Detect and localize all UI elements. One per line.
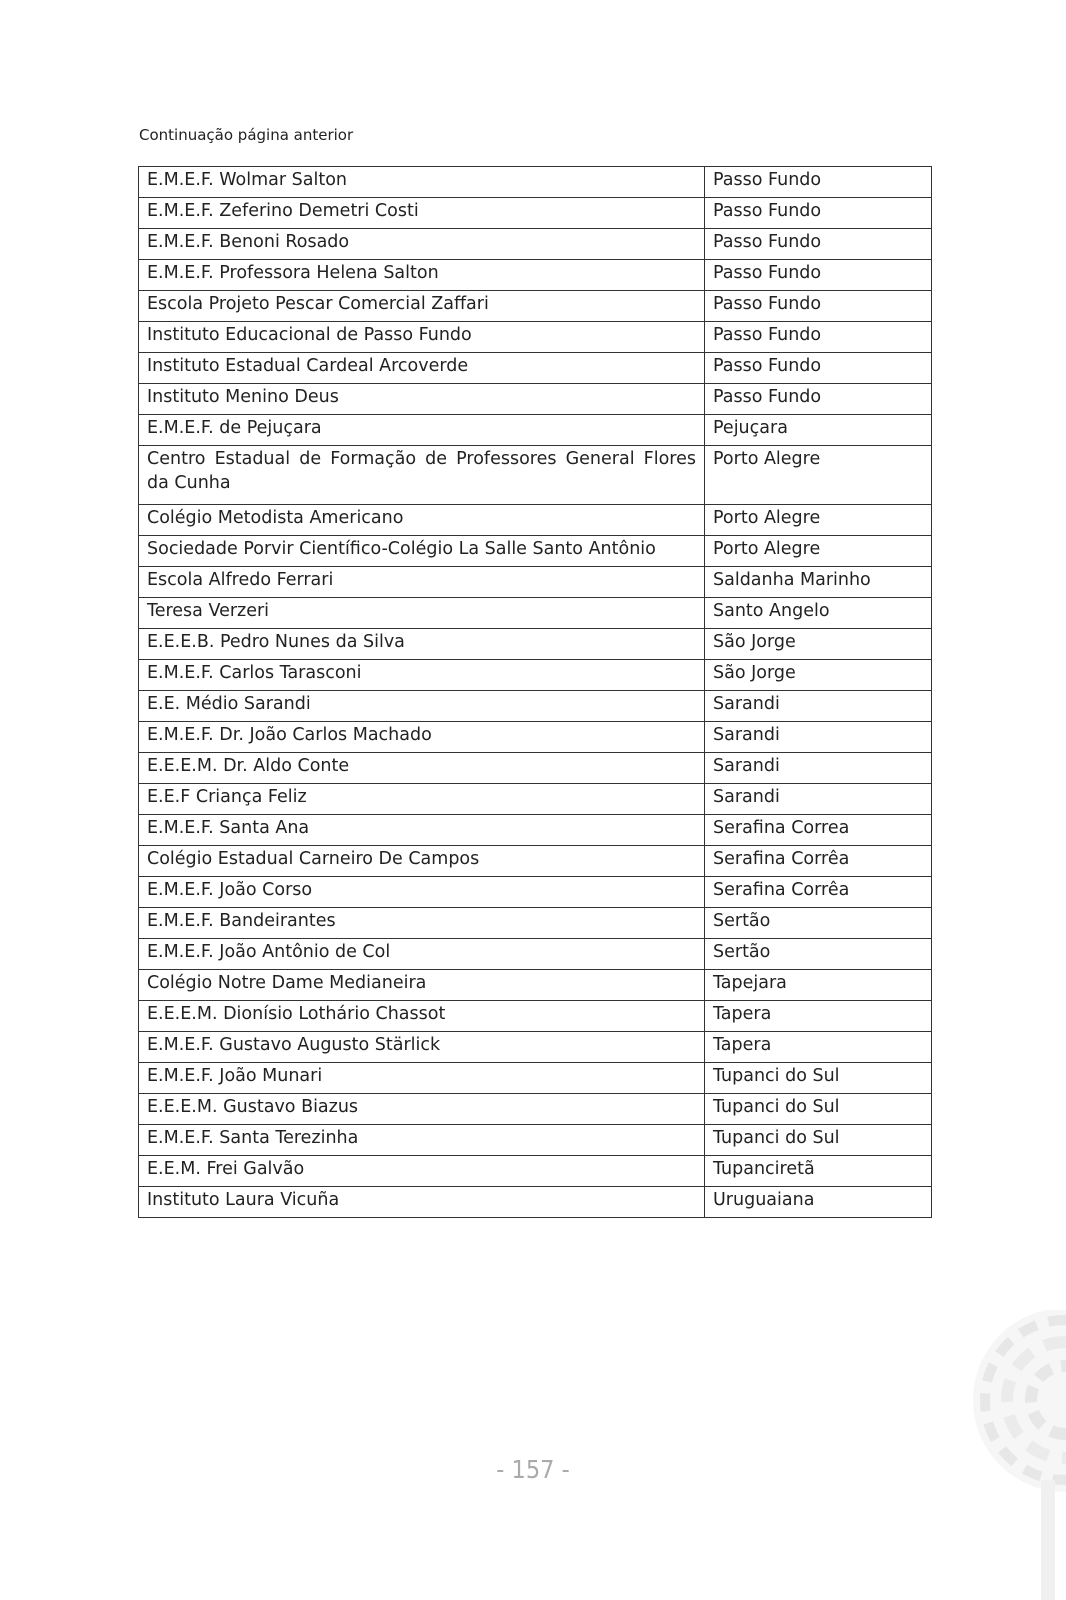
continuation-caption: Continuação página anterior [139, 126, 354, 144]
school-name-cell: Escola Alfredo Ferrari [139, 567, 705, 598]
city-cell: Passo Fundo [705, 260, 932, 291]
table-row [139, 415, 932, 446]
school-name-cell: E.M.E.F. Benoni Rosado [139, 229, 705, 260]
table-row [139, 1094, 932, 1125]
city-cell: Tupanci do Sul [705, 1094, 932, 1125]
table-row [139, 167, 932, 198]
city-cell: Tapejara [705, 970, 932, 1001]
table-row [139, 198, 932, 229]
table-row [139, 446, 932, 505]
school-name-cell: Sociedade Porvir Científico-Colégio La Salle Santo Antônio [139, 536, 705, 567]
school-name-cell: E.E.E.M. Dr. Aldo Conte [139, 753, 705, 784]
school-name-cell: Instituto Estadual Cardeal Arcoverde [139, 353, 705, 384]
city-cell: Passo Fundo [705, 229, 932, 260]
school-name-cell: E.M.E.F. Professora Helena Salton [139, 260, 705, 291]
table-row [139, 1125, 932, 1156]
table-row [139, 1063, 932, 1094]
school-name-cell: Centro Estadual de Formação de Professores General Flores da Cunha [139, 446, 705, 505]
table-row [139, 1156, 932, 1187]
school-name-cell: Teresa Verzeri [139, 598, 705, 629]
table-row [139, 353, 932, 384]
city-cell: Passo Fundo [705, 167, 932, 198]
city-cell: Sertão [705, 939, 932, 970]
lollipop-graphic [955, 1310, 1066, 1600]
city-cell: Pejuçara [705, 415, 932, 446]
table-row [139, 1032, 932, 1063]
city-cell: Porto Alegre [705, 446, 932, 505]
school-name-cell: E.M.E.F. João Antônio de Col [139, 939, 705, 970]
city-cell: São Jorge [705, 660, 932, 691]
school-name-cell: E.M.E.F. Gustavo Augusto Stärlick [139, 1032, 705, 1063]
schools-table-body [139, 167, 932, 1218]
city-cell: Passo Fundo [705, 322, 932, 353]
school-name-cell: E.M.E.F. Bandeirantes [139, 908, 705, 939]
city-cell: Serafina Corrêa [705, 846, 932, 877]
city-cell: Sarandi [705, 691, 932, 722]
city-cell: Porto Alegre [705, 505, 932, 536]
school-name-cell: E.M.E.F. Santa Ana [139, 815, 705, 846]
table-row [139, 970, 932, 1001]
school-name-cell: Instituto Laura Vicuña [139, 1187, 705, 1218]
city-cell: Tupanci do Sul [705, 1063, 932, 1094]
school-name-cell: E.M.E.F. João Corso [139, 877, 705, 908]
school-name-cell: Instituto Educacional de Passo Fundo [139, 322, 705, 353]
city-cell: Santo Angelo [705, 598, 932, 629]
schools-table [138, 166, 932, 1218]
school-name-cell: Colégio Estadual Carneiro De Campos [139, 846, 705, 877]
table-row [139, 322, 932, 353]
city-cell: Porto Alegre [705, 536, 932, 567]
table-row [139, 877, 932, 908]
city-cell: Serafina Corrêa [705, 877, 932, 908]
school-name-cell: E.M.E.F. Santa Terezinha [139, 1125, 705, 1156]
table-row [139, 629, 932, 660]
table-row [139, 505, 932, 536]
city-cell: Uruguaiana [705, 1187, 932, 1218]
table-row [139, 660, 932, 691]
city-cell: Tupanci do Sul [705, 1125, 932, 1156]
table-row [139, 722, 932, 753]
school-name-cell: E.M.E.F. Zeferino Demetri Costi [139, 198, 705, 229]
table-row [139, 939, 932, 970]
city-cell: Saldanha Marinho [705, 567, 932, 598]
city-cell: São Jorge [705, 629, 932, 660]
table-row [139, 691, 932, 722]
city-cell: Tapera [705, 1001, 932, 1032]
table-row [139, 1187, 932, 1218]
city-cell: Sarandi [705, 784, 932, 815]
city-cell: Passo Fundo [705, 198, 932, 229]
school-name-cell: Instituto Menino Deus [139, 384, 705, 415]
table-row [139, 260, 932, 291]
school-name-cell: E.E.E.M. Dionísio Lothário Chassot [139, 1001, 705, 1032]
school-name-cell: Escola Projeto Pescar Comercial Zaffari [139, 291, 705, 322]
table-row [139, 753, 932, 784]
city-cell: Sarandi [705, 722, 932, 753]
school-name-cell: E.E.F Criança Feliz [139, 784, 705, 815]
page-number: - 157 - [496, 1455, 570, 1484]
city-cell: Passo Fundo [705, 291, 932, 322]
city-cell: Tapera [705, 1032, 932, 1063]
city-cell: Tupanciretã [705, 1156, 932, 1187]
school-name-cell: E.E.M. Frei Galvão [139, 1156, 705, 1187]
school-name-cell: E.M.E.F. João Munari [139, 1063, 705, 1094]
city-cell: Sertão [705, 908, 932, 939]
table-row [139, 598, 932, 629]
city-cell: Sarandi [705, 753, 932, 784]
table-row [139, 229, 932, 260]
school-name-cell: E.M.E.F. Wolmar Salton [139, 167, 705, 198]
table-row [139, 567, 932, 598]
table-row [139, 291, 932, 322]
school-name-cell: E.M.E.F. Dr. João Carlos Machado [139, 722, 705, 753]
table-row [139, 908, 932, 939]
school-name-cell: E.E.E.M. Gustavo Biazus [139, 1094, 705, 1125]
school-name-cell: E.E. Médio Sarandi [139, 691, 705, 722]
school-name-cell: Colégio Metodista Americano [139, 505, 705, 536]
school-name-cell: E.E.E.B. Pedro Nunes da Silva [139, 629, 705, 660]
school-name-cell: Colégio Notre Dame Medianeira [139, 970, 705, 1001]
city-cell: Passo Fundo [705, 384, 932, 415]
table-row [139, 1001, 932, 1032]
table-row [139, 815, 932, 846]
table-row [139, 384, 932, 415]
city-cell: Serafina Correa [705, 815, 932, 846]
school-name-cell: E.M.E.F. de Pejuçara [139, 415, 705, 446]
table-row [139, 784, 932, 815]
table-row [139, 536, 932, 567]
school-name-cell: E.M.E.F. Carlos Tarasconi [139, 660, 705, 691]
city-cell: Passo Fundo [705, 353, 932, 384]
table-row [139, 846, 932, 877]
